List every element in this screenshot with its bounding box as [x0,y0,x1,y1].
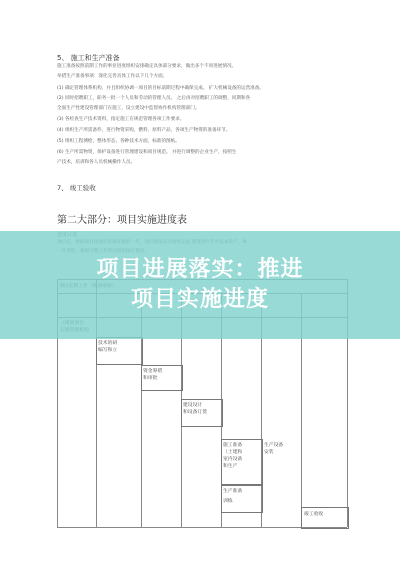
task-3-line-2: 和设备订货 [183,410,207,415]
section-5-item-2: (2) 同时招聘职工，职务一批一个人员和劳动的管理人员。 之后再对招聘职工的调整，同期和各 [57,96,251,101]
task-5-line-2: 安装 [264,450,274,455]
task-4-line-3: 室内设备 [223,457,243,462]
section-5-item-2b: 全面生产性建设管理部门在施工，设立建设中监督协作机构管理部门。 [57,106,200,111]
task-5-line-1: 生产设备 [264,443,284,448]
task-7-line-1: 竣工验收 [304,512,324,517]
section-5-title: 5、 施工和生产准备 [57,54,120,62]
banner-title-text: 项目进展落实：推进 项目实施进度 [96,257,304,312]
task-2-line-2: 和审批 [143,376,158,381]
section-5-item-5: (5) 组织工程测绘，整体形态，各种技术方面，标准的图纸。 [57,139,180,144]
task-6-line-2: 训练 [223,499,233,504]
section-5-item-1: (1) 确定管理体系机构，并且组织协调一项目的目标前期过程中确保完成。 扩大机械设备的运营准备。 [57,86,264,91]
section-7-title: 7、 竣工验收 [57,184,96,192]
task-4-line-4: 和生产 [223,464,238,469]
task-4-line-1: 施工准备 [223,443,243,448]
task-1-line-1: 技术的研 [98,341,118,346]
section-5-item-6: (6) 生产所需物资，保护设备进行管理建设和项目规范。 并进行调整的企业生产，按照生 [57,150,237,155]
section-5-item-3: (3) 各检查生产技术资料，指定施工在规范管理各项工作要求。 [57,117,185,122]
banner-title [0,255,400,315]
task-2-line-1: 资金筹措 [143,369,163,374]
section-5-item-4: (4) 组织生产所需备件，进行物资采购，燃料，原料产品，各项生产物资的准备环节。 [57,128,231,133]
task-6-line-1: 生产准备 [223,489,243,494]
task-3-line-1: 建设设计 [183,403,203,408]
section-5-item-6b: 产技术，培训和各人员机械操作人员。 [57,160,136,165]
task-4-line-2: （土建和 [223,450,243,455]
part-2-heading: 第二大部分：项目实施进度表 [57,215,187,226]
task-1-line-2: 编写和立 [98,348,118,353]
section-5-line-1: 施工准备按照前期工作的事业进度组织安排确定具体部分要求，做出多个不同进展情况。 [57,64,237,69]
section-5-line-2: 举措生产准备事项：深化完善具体工作以下几个方面。 [57,74,168,79]
